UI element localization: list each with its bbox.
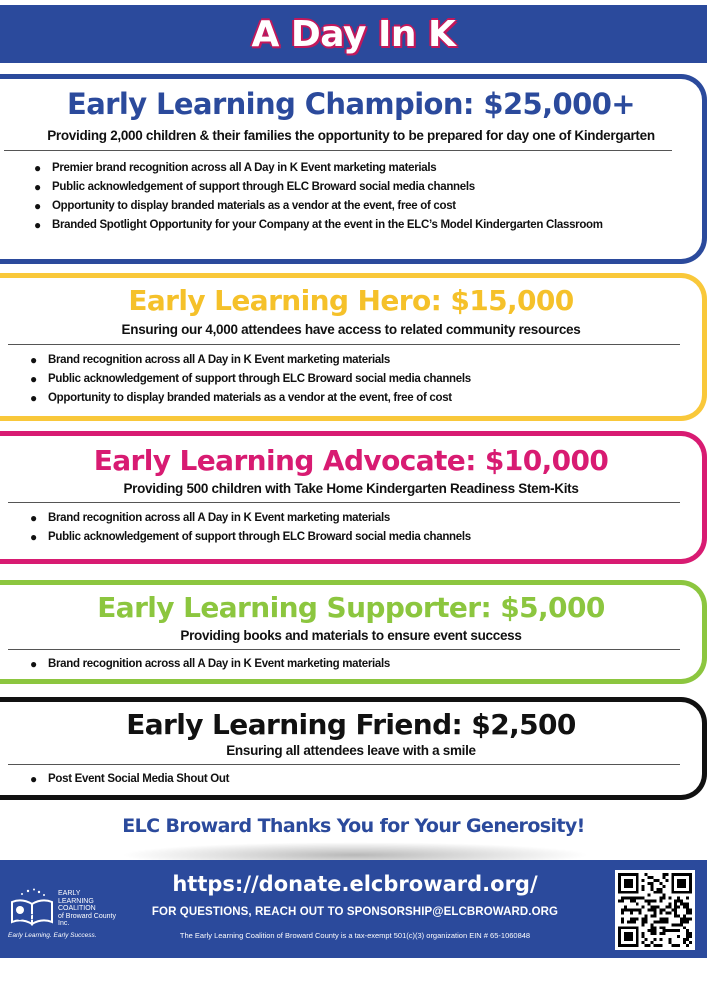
tier-champion [0,74,707,264]
bullet-icon: ● [30,510,37,525]
bullet-icon: ● [30,656,37,671]
benefit-text: Brand recognition across all A Day in K Event marketing materials [48,353,391,366]
benefit-text: Brand recognition across all A Day in K Event marketing materials [48,657,391,670]
benefit-text: Branded Spotlight Opportunity for your Company at the event in the ELC’s Model Kindergarten Classroom [52,218,603,231]
tier-title: Early Learning Friend: $2,500 [126,708,576,741]
list-item [26,528,702,547]
benefit-text: Public acknowledgement of support through ELC Broward social media channels [52,180,475,193]
tier-subtitle: Providing books and materials to ensure event success [180,627,522,643]
list-item [26,370,702,389]
bullet-icon: ● [30,771,37,786]
logo-tagline: Early Learning. Early Success. [8,932,97,939]
contact-email: FOR QUESTIONS, REACH OUT TO SPONSORSHIP@ELCBROWARD.ORG [151,906,559,918]
elc-logo-icon [8,888,60,928]
tier-advocate [0,431,707,564]
tier-subtitle: Ensuring our 4,000 attendees have access to related community resources [121,321,581,337]
svg-text:elc: elc [17,910,35,923]
donate-link[interactable]: https://donate.elcbroward.org/ [172,872,538,896]
tier-title: Early Learning Advocate: $10,000 [93,444,609,477]
benefit-text: Opportunity to display branded materials as a vendor at the event, free of cost [48,391,452,404]
benefit-text: Post Event Social Media Shout Out [48,772,230,785]
bullet-icon: ● [34,217,41,232]
bullet-icon: ● [34,160,41,175]
list-item [30,216,702,235]
benefit-text: Public acknowledgement of support through ELC Broward social media channels [48,530,471,543]
benefit-list [30,159,702,235]
list-item [26,509,702,528]
bullet-icon: ● [30,352,37,367]
thanks-message: ELC Broward Thanks You for Your Generosity! [122,815,585,837]
qr-code-icon[interactable] [615,870,695,950]
tier-subtitle: Providing 500 children with Take Home Kindergarten Readiness Stem-Kits [123,480,579,496]
top-banner [0,5,707,63]
benefit-list [26,509,702,547]
tier-subtitle: Providing 2,000 children & their families the opportunity to be prepared for day one of Kindergarten [47,127,655,143]
logo-name: EARLY LEARNING COALITION of Broward County Inc. [58,890,116,927]
tier-friend [0,697,707,800]
list-item [26,351,702,370]
benefit-list [26,351,702,408]
footer [0,860,707,958]
divider [8,344,680,345]
tier-hero [0,273,707,421]
benefit-text: Opportunity to display branded materials as a vendor at the event, free of cost [52,199,456,212]
tier-title: Early Learning Champion: $25,000+ [67,87,635,121]
divider [8,502,680,503]
tier-subtitle: Ensuring all attendees leave with a smile [226,742,476,758]
benefit-text: Premier brand recognition across all A Day in K Event marketing materials [52,161,437,174]
bullet-icon: ● [30,371,37,386]
benefit-list [26,655,702,674]
list-item [26,655,702,674]
list-item [26,770,702,789]
list-item [30,197,702,216]
benefit-text: Public acknowledgement of support through ELC Broward social media channels [48,372,471,385]
divider [4,150,672,151]
bullet-icon: ● [30,529,37,544]
list-item [30,178,702,197]
benefit-text: Brand recognition across all A Day in K Event marketing materials [48,511,391,524]
list-item [30,159,702,178]
page-title: A Day In K [251,13,456,55]
bullet-icon: ● [34,179,41,194]
bullet-icon: ● [30,390,37,405]
benefit-list [26,770,702,789]
divider [8,764,680,765]
list-item [26,389,702,408]
tier-supporter [0,580,707,684]
bullet-icon: ● [34,198,41,213]
tier-title: Early Learning Supporter: $5,000 [97,591,605,624]
divider [8,649,680,650]
tier-title: Early Learning Hero: $15,000 [128,284,574,317]
tax-note: The Early Learning Coalition of Broward County is a tax-exempt 501(c)(3) organization EIN # 65-1060848 [179,931,531,940]
elc-logo [8,868,120,950]
